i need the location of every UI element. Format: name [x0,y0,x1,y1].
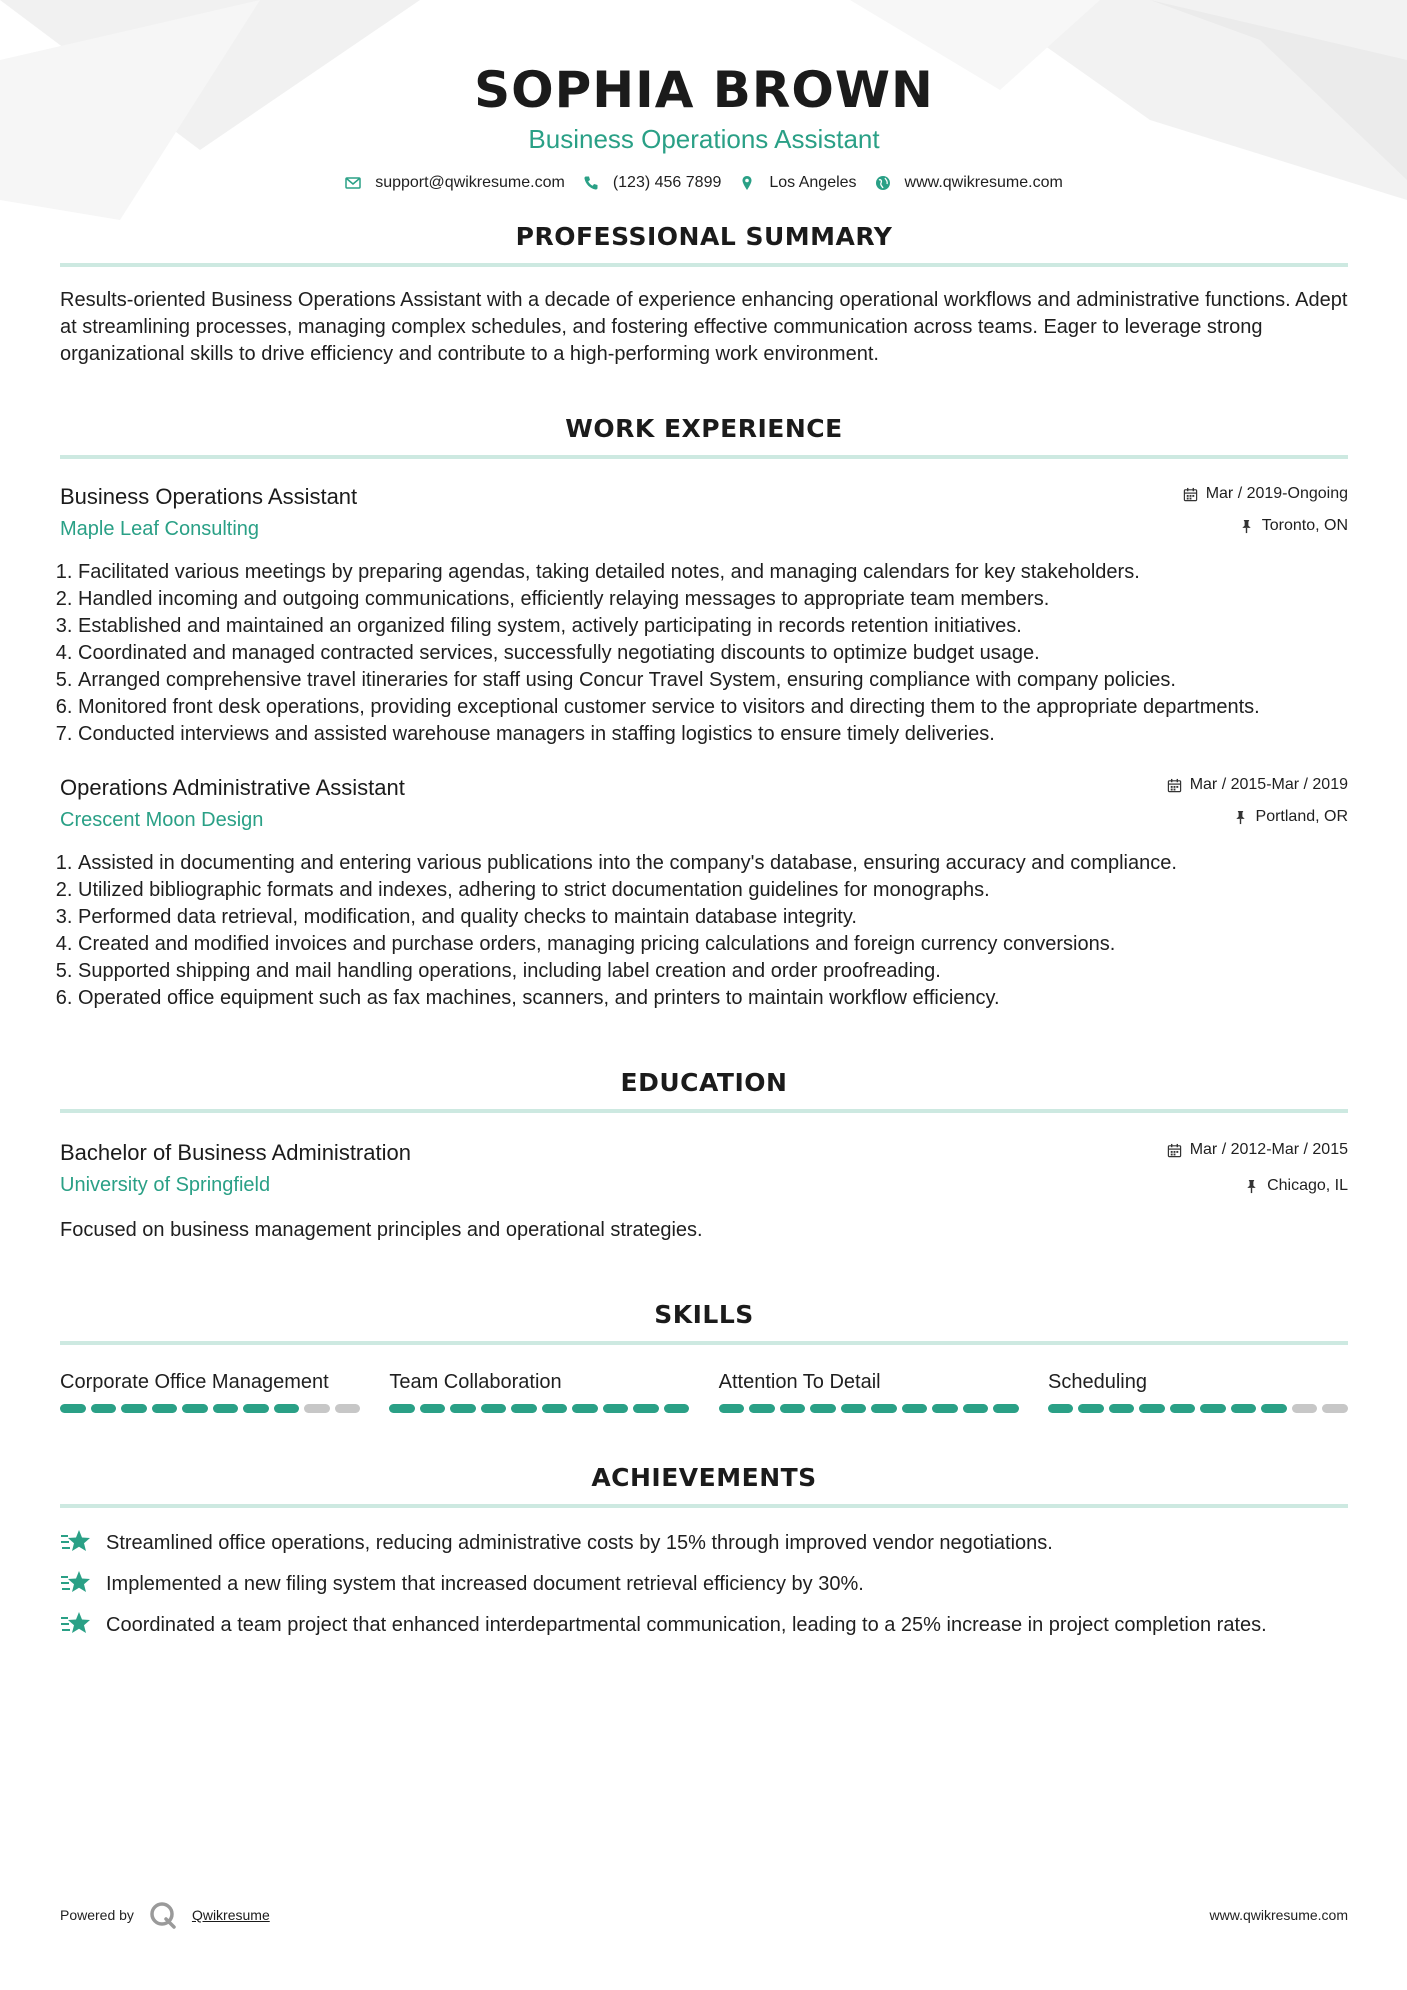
footer-website[interactable]: www.qwikresume.com [1209,1907,1348,1923]
skill-segment-filled [60,1404,86,1413]
skill-segment-filled [603,1404,629,1413]
job-location [1183,515,1348,537]
resume-page [60,0,1348,1639]
skill-level-bar [60,1404,360,1413]
company-name: Crescent Moon Design [60,809,264,831]
list-item: 3. Established and maintained an organized filing system, actively participating in records retention initiatives. [78,613,1348,640]
contact-email[interactable] [345,174,565,192]
skill-segment-empty [1292,1404,1318,1413]
education-section [60,1068,1348,1244]
skill-segment-filled [91,1404,117,1413]
achievements-section [60,1463,1348,1639]
skill-segment-empty [335,1404,361,1413]
summary-text: Results-oriented Business Operations Assistant with a decade of experience enhancing operational workflows and administrative functions. Adept at streamlining processes, managing complex schedules, and fostering effective communication across teams. Eager to leverage strong organizational skills to drive efficiency and contribute to a high-performing work environment. [60,289,1348,365]
qwikresume-logo-icon [148,1900,178,1930]
skill-item [719,1369,1019,1413]
job-location [1167,806,1348,828]
pushpin-icon [1239,519,1254,534]
candidate-name: SOPHIA BROWN [474,61,934,119]
job-dates-text: Mar / 2019-Ongoing [1205,485,1348,502]
summary-heading: PROFESSIONAL SUMMARY [60,222,1348,267]
list-item: 2. Handled incoming and outgoing communications, efficiently relaying messages to appropriate team members. [78,586,1348,613]
pushpin-icon [1244,1179,1259,1194]
skill-segment-filled [420,1404,446,1413]
list-item: 1. Assisted in documenting and entering various publications into the company's database, ensuring accuracy and compliance. [78,850,1348,877]
job-dates [1167,774,1348,796]
skill-item [60,1369,360,1413]
email-text: support@qwikresume.com [375,174,565,191]
achievement-text: Implemented a new filing system that increased document retrieval efficiency by 30%. [106,1573,864,1595]
star-award-icon [60,1528,92,1556]
education-location [1167,1175,1348,1197]
education-dates-text: Mar / 2012-Mar / 2015 [1189,1141,1348,1158]
powered-by [60,1900,270,1930]
skill-level-bar [719,1404,1019,1413]
skill-segment-filled [450,1404,476,1413]
contact-bar [60,174,1348,192]
website-text: www.qwikresume.com [904,174,1063,191]
education-dates [1167,1139,1348,1161]
contact-website[interactable] [875,174,1063,192]
school-name: University of Springfield [60,1174,271,1196]
calendar-icon [1183,487,1198,502]
achievements-heading: ACHIEVEMENTS [60,1463,1348,1508]
skill-segment-filled [719,1404,745,1413]
list-item: 5. Supported shipping and mail handling operations, including label creation and order proofreading. [78,958,1348,985]
skill-name: Attention To Detail [718,1371,881,1393]
education-entry [60,1139,1348,1244]
pushpin-icon [1233,810,1248,825]
job-title: Business Operations Assistant [60,484,358,509]
skill-segment-filled [572,1404,598,1413]
list-item: 4. Created and modified invoices and purchase orders, managing pricing calculations and foreign currency conversions. [78,931,1348,958]
list-item: 6. Operated office equipment such as fax machines, scanners, and printers to maintain workflow efficiency. [78,985,1348,1012]
globe-icon [875,175,891,191]
summary-section [60,222,1348,368]
skill-name: Team Collaboration [389,1371,562,1393]
page-footer [60,1900,1348,1930]
phone-icon [583,175,599,191]
skill-segment-filled [182,1404,208,1413]
skill-segment-filled [1139,1404,1165,1413]
phone-text: (123) 456 7899 [612,174,722,191]
skill-segment-filled [1170,1404,1196,1413]
calendar-icon [1167,778,1182,793]
skills-heading: SKILLS [60,1300,1348,1345]
skill-segment-filled [1109,1404,1135,1413]
skill-segment-filled [1261,1404,1287,1413]
skill-segment-filled [780,1404,806,1413]
job-bullets [60,850,1348,1012]
list-item: 5. Arranged comprehensive travel itineraries for staff using Concur Travel System, ensuring compliance with company policies. [78,667,1348,694]
skill-segment-filled [810,1404,836,1413]
education-location-text: Chicago, IL [1267,1177,1348,1194]
skill-segment-filled [1048,1404,1074,1413]
job-entry [60,774,1348,1012]
job-location-text: Portland, OR [1255,808,1348,825]
achievement-item [60,1612,1348,1639]
skill-segment-filled [542,1404,568,1413]
skill-level-bar [1048,1404,1348,1413]
achievement-item [60,1571,1348,1598]
skill-segment-empty [304,1404,330,1413]
skill-segment-filled [633,1404,659,1413]
degree-title: Bachelor of Business Administration [60,1140,411,1165]
job-title: Operations Administrative Assistant [60,775,405,800]
company-name: Maple Leaf Consulting [60,518,260,540]
star-award-icon [60,1569,92,1597]
skills-section [60,1300,1348,1413]
list-item: 7. Conducted interviews and assisted warehouse managers in staffing logistics to ensure timely deliveries. [78,721,1348,748]
skill-segment-empty [1322,1404,1348,1413]
contact-location [739,174,856,192]
skill-segment-filled [1231,1404,1257,1413]
job-dates-text: Mar / 2015-Mar / 2019 [1189,776,1348,793]
job-dates [1183,483,1348,505]
envelope-icon [345,175,361,191]
qwikresume-link[interactable]: Qwikresume [191,1907,270,1923]
list-item: 2. Utilized bibliographic formats and indexes, adhering to strict documentation guidelines for monographs. [78,877,1348,904]
skill-level-bar [389,1404,689,1413]
skill-name: Scheduling [1047,1371,1147,1393]
skill-segment-filled [1200,1404,1226,1413]
skill-segment-filled [664,1404,690,1413]
experience-heading: WORK EXPERIENCE [60,414,1348,459]
skill-segment-filled [213,1404,239,1413]
skills-list [60,1369,1348,1413]
skill-segment-filled [389,1404,415,1413]
skill-segment-filled [481,1404,507,1413]
achievements-list [60,1530,1348,1639]
job-entry [60,483,1348,748]
education-description: Focused on business management principles and operational strategies. [60,1219,703,1241]
achievement-text: Streamlined office operations, reducing administrative costs by 15% through improved vendor negotiations. [106,1532,1053,1554]
experience-section [60,414,1348,1012]
candidate-role: Business Operations Assistant [528,124,880,154]
list-item: 3. Performed data retrieval, modification, and quality checks to maintain database integrity. [78,904,1348,931]
skill-segment-filled [152,1404,178,1413]
map-pin-icon [739,175,755,191]
list-item: 4. Coordinated and managed contracted services, successfully negotiating discounts to optimize budget usage. [78,640,1348,667]
calendar-icon [1167,1143,1182,1158]
skill-segment-filled [1078,1404,1104,1413]
skill-segment-filled [902,1404,928,1413]
job-bullets [60,559,1348,748]
skill-segment-filled [274,1404,300,1413]
skill-item [389,1369,689,1413]
resume-header [60,0,1348,192]
skill-segment-filled [749,1404,775,1413]
powered-by-label: Powered by [60,1907,134,1923]
skill-name: Corporate Office Management [60,1371,329,1393]
skill-segment-filled [841,1404,867,1413]
skill-segment-filled [871,1404,897,1413]
education-heading: EDUCATION [60,1068,1348,1113]
skill-segment-filled [243,1404,269,1413]
list-item: 1. Facilitated various meetings by preparing agendas, taking detailed notes, and managing calendars for key stakeholders. [78,559,1348,586]
list-item: 6. Monitored front desk operations, providing exceptional customer service to visitors and directing them to the appropriate departments. [78,694,1348,721]
skill-segment-filled [511,1404,537,1413]
achievement-item [60,1530,1348,1557]
skill-segment-filled [932,1404,958,1413]
skill-segment-filled [121,1404,147,1413]
star-award-icon [60,1610,92,1638]
skill-item [1048,1369,1348,1413]
skill-segment-filled [963,1404,989,1413]
contact-phone[interactable] [583,174,722,192]
achievement-text: Coordinated a team project that enhanced interdepartmental communication, leading to a 25% increase in project completion rates. [106,1614,1267,1636]
job-location-text: Toronto, ON [1261,517,1348,534]
location-text: Los Angeles [769,174,857,191]
skill-segment-filled [993,1404,1019,1413]
